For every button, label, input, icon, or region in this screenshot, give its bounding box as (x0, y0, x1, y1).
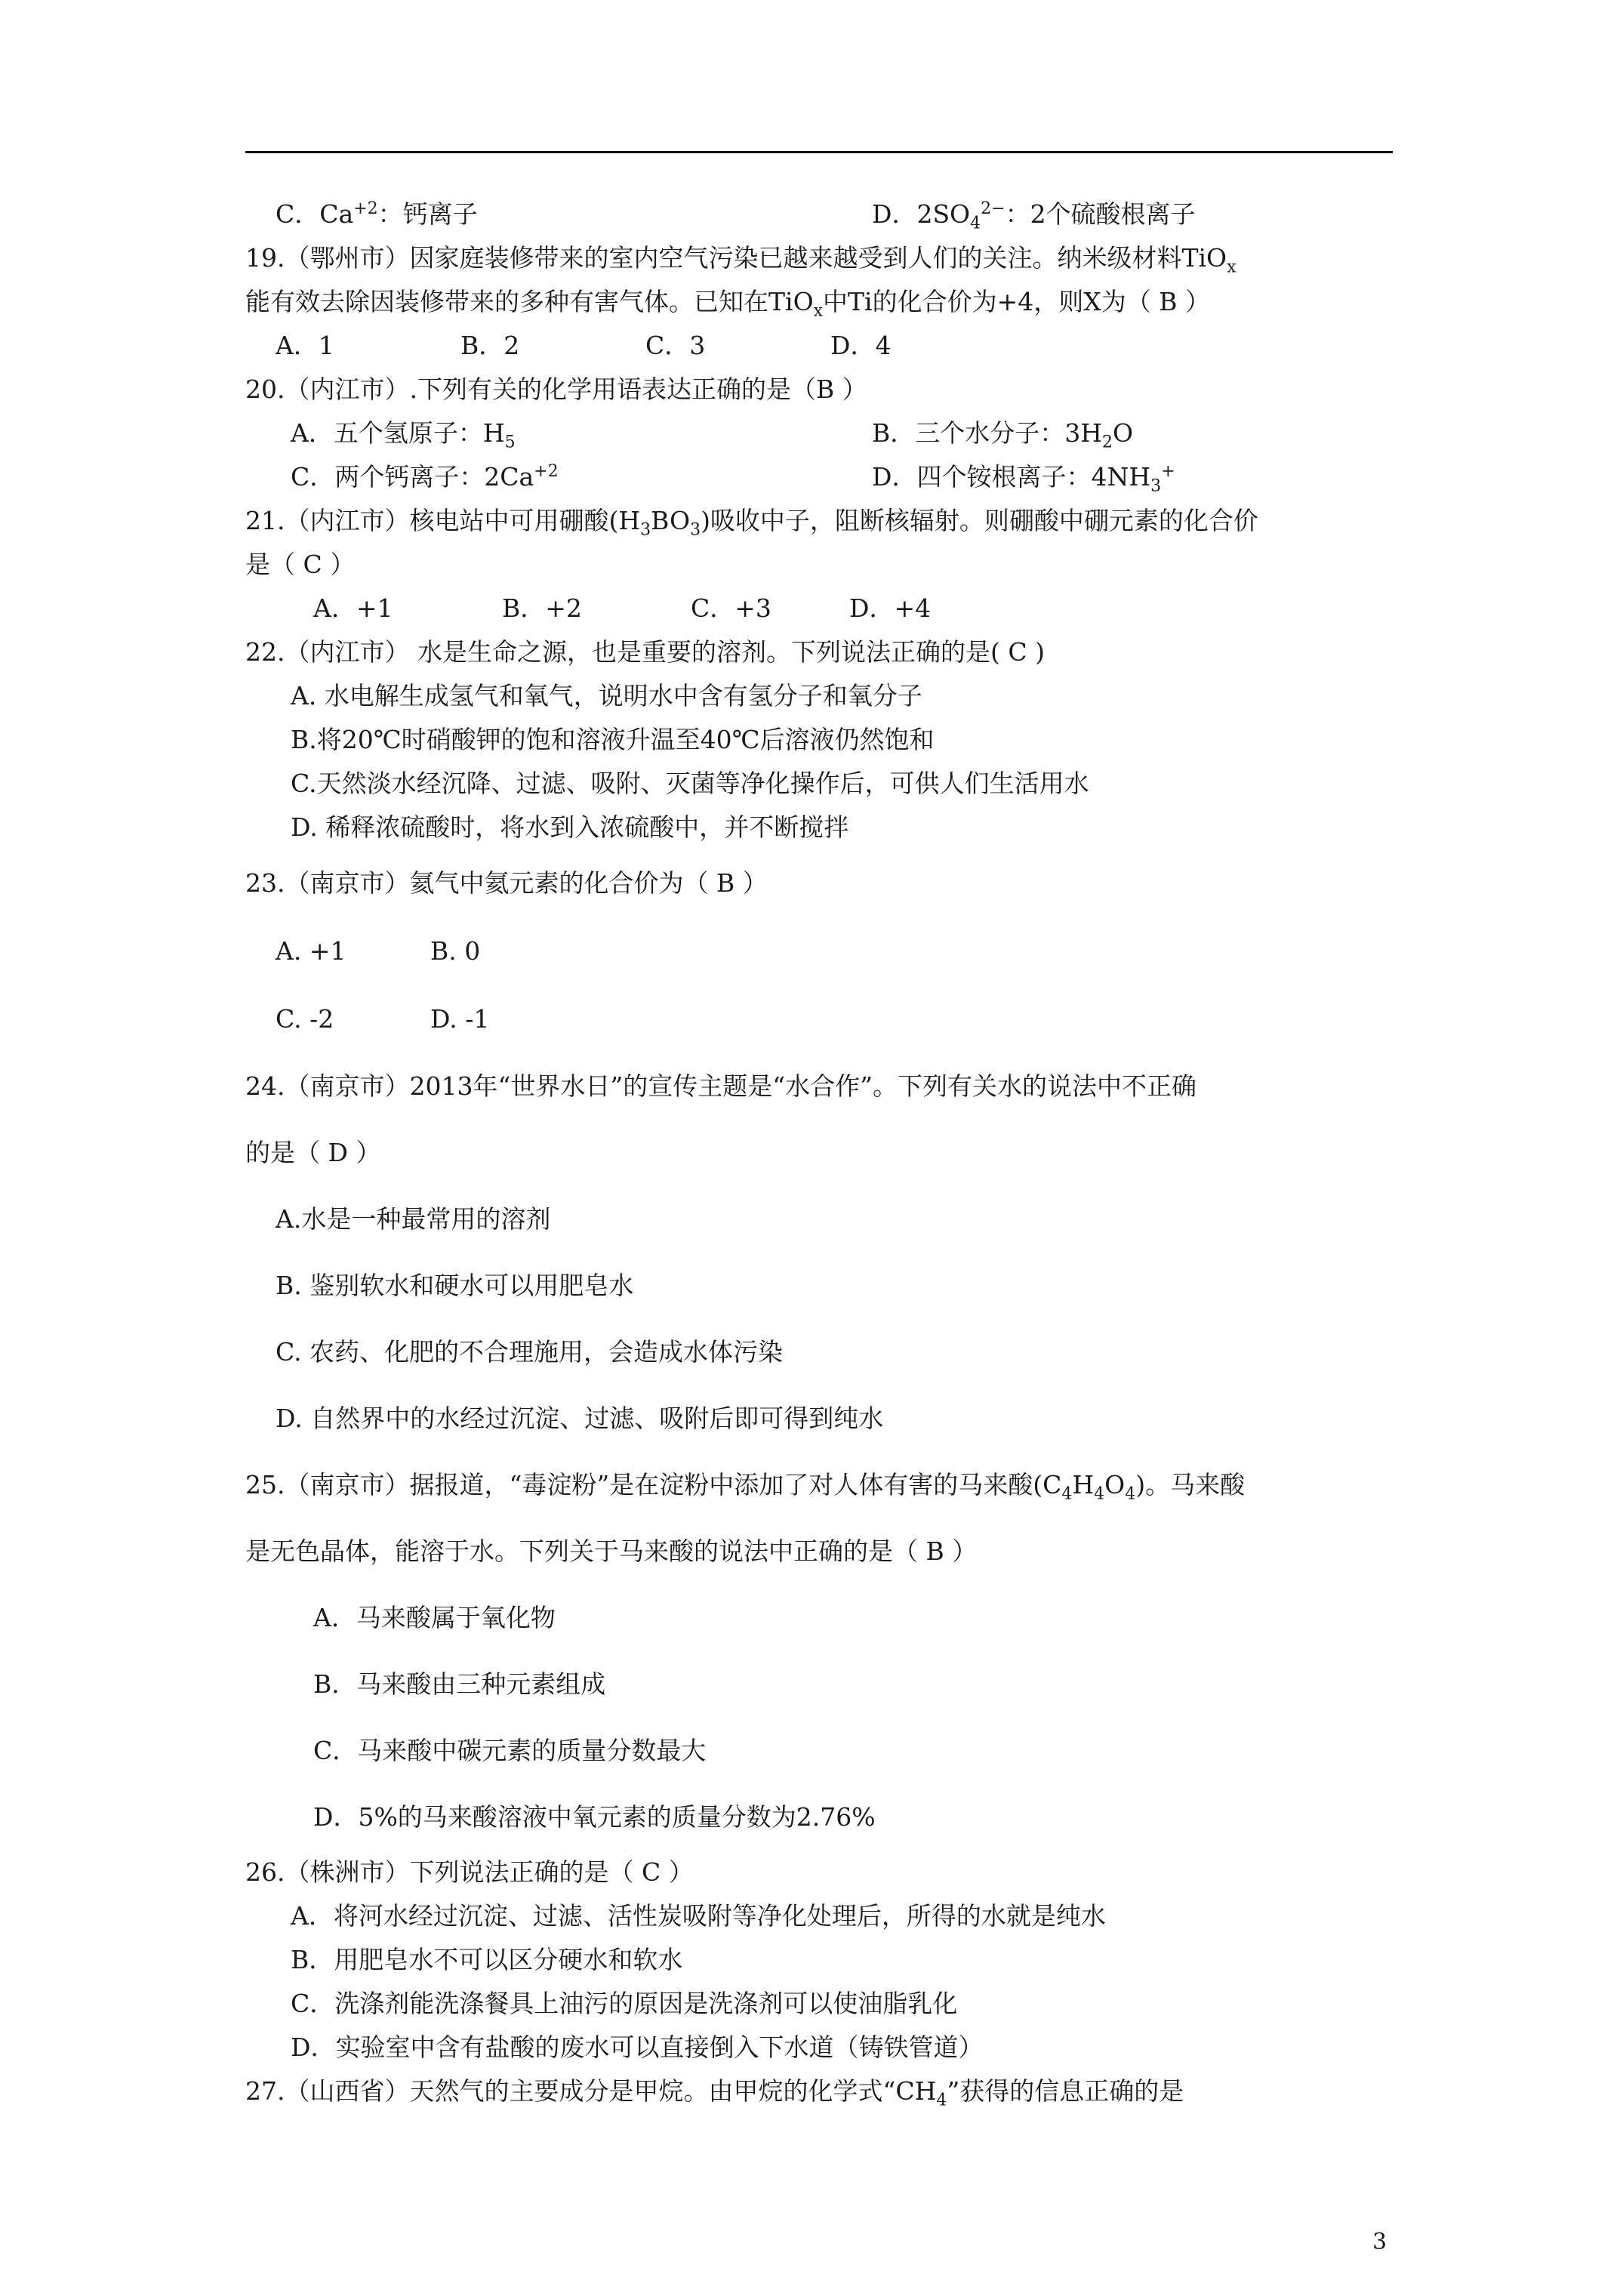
q18-options-cd (245, 193, 1393, 236)
q20-option-a: A．五个氢原子：$H_5$ (291, 418, 516, 452)
q19-option-b: B．2 (460, 331, 520, 360)
q20-options-ab (245, 411, 1393, 455)
q24-option-c: C. 农药、化肥的不合理施用，会造成水体污染 (276, 1337, 784, 1367)
q19-option-a: A．1 (276, 331, 334, 360)
q22-option-a: A. 水电解生成氢气和氧气，说明水中含有氢分子和氧分子 (291, 681, 922, 710)
q22-option-c: C.天然淡水经沉降、过滤、吸附、灭菌等净化操作后，可供人们生活用水 (291, 769, 1089, 798)
document-page (245, 193, 1393, 2113)
q24-option-a: A.水是一种最常用的溶剂 (276, 1204, 551, 1234)
page-number: 3 (1372, 2229, 1387, 2255)
q20-option-d: D．四个铵根离子：$4NH_3^+$ (872, 462, 1175, 496)
q21-stem-line1: 21.（内江市）核电站中可用硼酸$(H_3BO_3)$吸收中子，阻断核辐射。则硼酸中硼元素的化合价 (245, 506, 1258, 540)
q25-option-a: A．马来酸属于氧化物 (313, 1603, 556, 1632)
header-rule (245, 151, 1393, 153)
q22-option-b: B.将20℃时硝酸钾的饱和溶液升温至40℃后溶液仍然饱和 (291, 725, 935, 754)
q19-stem-line1: 19.（鄂州市）因家庭装修带来的室内空气污染已越来越受到人们的关注。纳米级材料TiO$_x$ (245, 243, 1236, 277)
q25-stem-line2: 是无色晶体，能溶于水。下列关于马来酸的说法中正确的是（ B ） (245, 1536, 978, 1566)
q23-option-b: B. 0 (430, 936, 481, 966)
q23-options-cd (245, 985, 1393, 1053)
q21-option-d: D．+4 (849, 593, 932, 623)
q23-option-a: A. +1 (276, 936, 346, 966)
q21-option-b: B．+2 (502, 593, 582, 623)
q20-option-b: B．三个水分子：$3H_2O$ (872, 418, 1134, 452)
q23-option-d: D. -1 (430, 1004, 490, 1034)
q26-option-d: D．实验室中含有盐酸的废水可以直接倒入下水道（铸铁管道） (291, 2032, 984, 2062)
q23-option-c: C. -2 (276, 1004, 334, 1034)
q24-option-b: B. 鉴别软水和硬水可以用肥皂水 (276, 1271, 634, 1300)
q20-option-c: C．两个钙离子：$2Ca^{+2}$ (291, 462, 559, 492)
q26-option-b: B．用肥皂水不可以区分硬水和软水 (291, 1945, 683, 1974)
q27-stem: 27.（山西省）天然气的主要成分是甲烷。由甲烷的化学式“$CH_4$”获得的信息正确的是 (245, 2076, 1184, 2110)
q24-stem-line1: 24.（南京市）2013年“世界水日”的宣传主题是“水合作”。下列有关水的说法中不正确 (245, 1071, 1196, 1101)
q25-stem-line1: 25.（南京市）据报道，“毒淀粉”是在淀粉中添加了对人体有害的马来酸$(C_4H_4O_4)$。马来酸 (245, 1470, 1246, 1504)
q19-stem-line2: 能有效去除因装修带来的多种有害气体。已知在TiO$_x$中Ti的化合价为+4，则X为（ B ） (245, 287, 1210, 321)
q21-stem-line2: 是（ C ） (245, 550, 356, 579)
q25-option-b: B．马来酸由三种元素组成 (313, 1669, 606, 1699)
q22-stem: 22.（内江市） 水是生命之源，也是重要的溶剂。下列说法正确的是( C ) (245, 637, 1045, 667)
q18-option-d: D．$2SO_4^{2-}$：2个硫酸根离子 (872, 199, 1196, 233)
q19-options (245, 324, 1393, 368)
q24-option-d: D. 自然界中的水经过沉淀、过滤、吸附后即可得到纯水 (276, 1404, 884, 1433)
q25-option-d: D．5%的马来酸溶液中氧元素的质量分数为2.76% (313, 1802, 876, 1832)
q21-option-a: A．+1 (313, 593, 393, 623)
q26-option-c: C．洗涤剂能洗涤餐具上油污的原因是洗涤剂可以使油脂乳化 (291, 1989, 958, 2018)
q21-options (245, 587, 1393, 630)
q18-option-c: C．$Ca^{+2}$：钙离子 (276, 199, 478, 229)
q23-options-ab (245, 917, 1393, 985)
q20-options-cd (245, 455, 1393, 499)
q24-stem-line2: 的是（ D ） (245, 1138, 381, 1167)
q20-stem: 20.（内江市）.下列有关的化学用语表达正确的是（B ） (245, 374, 867, 404)
q19-option-d: D．4 (830, 331, 892, 360)
q26-option-a: A．将河水经过沉淀、过滤、活性炭吸附等净化处理后，所得的水就是纯水 (291, 1901, 1106, 1931)
q23-stem: 23.（南京市）氦气中氦元素的化合价为（ B ） (245, 868, 768, 898)
q26-stem: 26.（株洲市）下列说法正确的是（ C ） (245, 1857, 694, 1887)
q21-option-c: C．+3 (691, 593, 771, 623)
q22-option-d: D. 稀释浓硫酸时，将水到入浓硫酸中，并不断搅拌 (291, 812, 849, 842)
q19-option-c: C．3 (645, 331, 706, 360)
q25-option-c: C．马来酸中碳元素的质量分数最大 (313, 1736, 707, 1765)
